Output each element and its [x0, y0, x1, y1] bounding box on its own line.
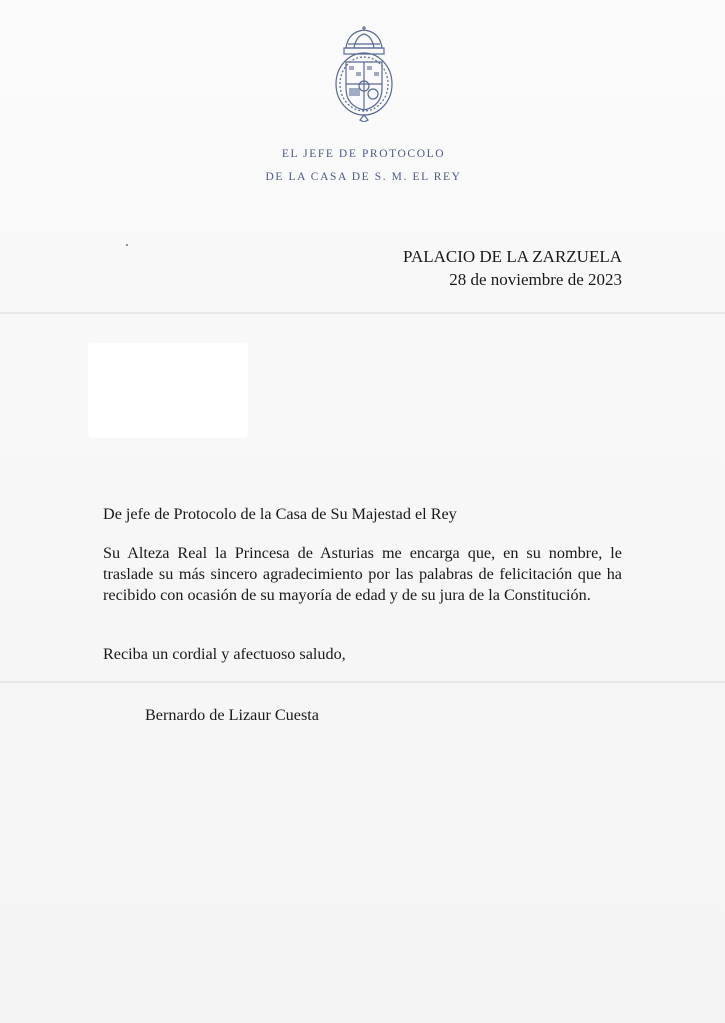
fold-line-bottom: [0, 681, 725, 683]
letterhead: [0, 143, 725, 189]
salutation: De jefe de Protocolo de la Casa de Su Majestad el Rey: [103, 505, 457, 523]
letter-body: Su Alteza Real la Princesa de Asturias me encarga que, en su nombre, le traslade su más sincero agradecimiento por las palabras de felicitación que ha recibido con ocasión de su mayoría de edad y de su jura de la Constitución.: [103, 544, 622, 604]
place: PALACIO DE LA ZARZUELA: [403, 247, 622, 266]
signature: Bernardo de Lizaur Cuesta: [145, 706, 319, 724]
royal-coat-of-arms-icon: [326, 26, 402, 122]
speck: [126, 244, 128, 246]
closing: Reciba un cordial y afectuoso saludo,: [103, 645, 346, 663]
place-and-date: [403, 245, 622, 291]
date: 28 de noviembre de 2023: [449, 270, 622, 289]
redacted-recipient: [88, 343, 248, 438]
fold-line-top: [0, 312, 725, 314]
letterhead-line-2: DE LA CASA DE S. M. EL REY: [265, 171, 462, 183]
letterhead-line-1: EL JEFE DE PROTOCOLO: [281, 148, 446, 160]
